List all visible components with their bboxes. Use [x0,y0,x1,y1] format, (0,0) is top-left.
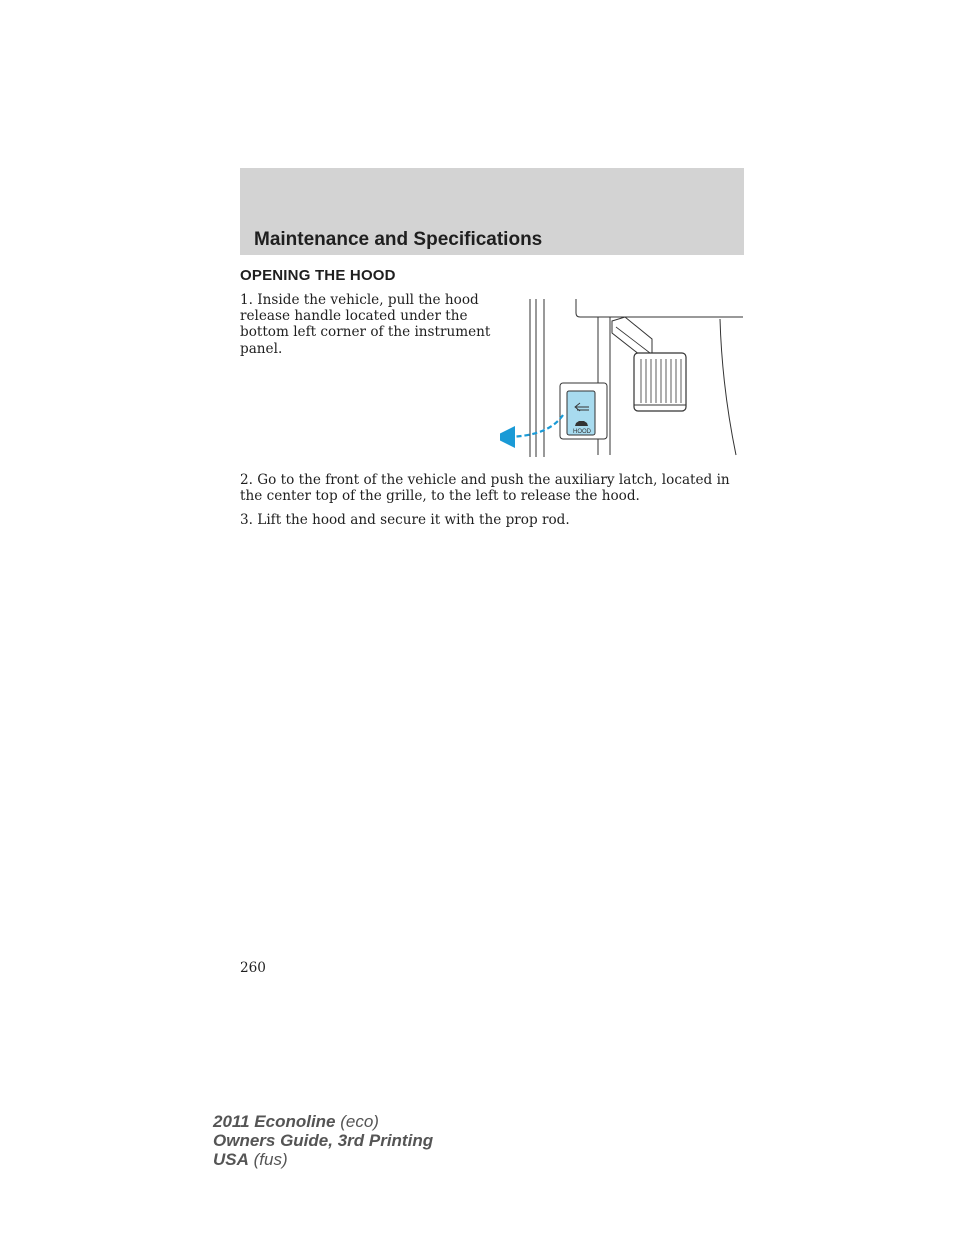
page-heading: OPENING THE HOOD [240,267,396,284]
hood-label: HOOD [573,429,591,435]
footer-line-1 [213,1112,433,1131]
footer-line-3 [213,1150,433,1169]
section-title: Maintenance and Specifications [254,229,543,250]
hood-release-illustration [500,297,744,459]
page-number: 260 [240,960,266,976]
footer-guide: Owners Guide, 3rd Printing [213,1131,434,1150]
footer-region: USA [213,1150,249,1169]
footer-line-2 [213,1131,433,1150]
document-footer [213,1112,433,1169]
footer-region-code: (fus) [248,1150,288,1169]
footer-model: 2011 Econoline [213,1112,336,1131]
section-header-band [240,168,744,255]
step-3-text: 3. Lift the hood and secure it with the prop rod. [240,512,570,528]
pull-direction-arrow [504,415,563,437]
step-1-text: 1. Inside the vehicle, pull the hood release handle located under the bottom left corner of the instrument panel. [240,292,491,357]
step-2-text: 2. Go to the front of the vehicle and push the auxiliary latch, located in the center top of the grille, to the left to release the hood. [240,472,730,505]
footer-model-code: (eco) [335,1112,379,1131]
